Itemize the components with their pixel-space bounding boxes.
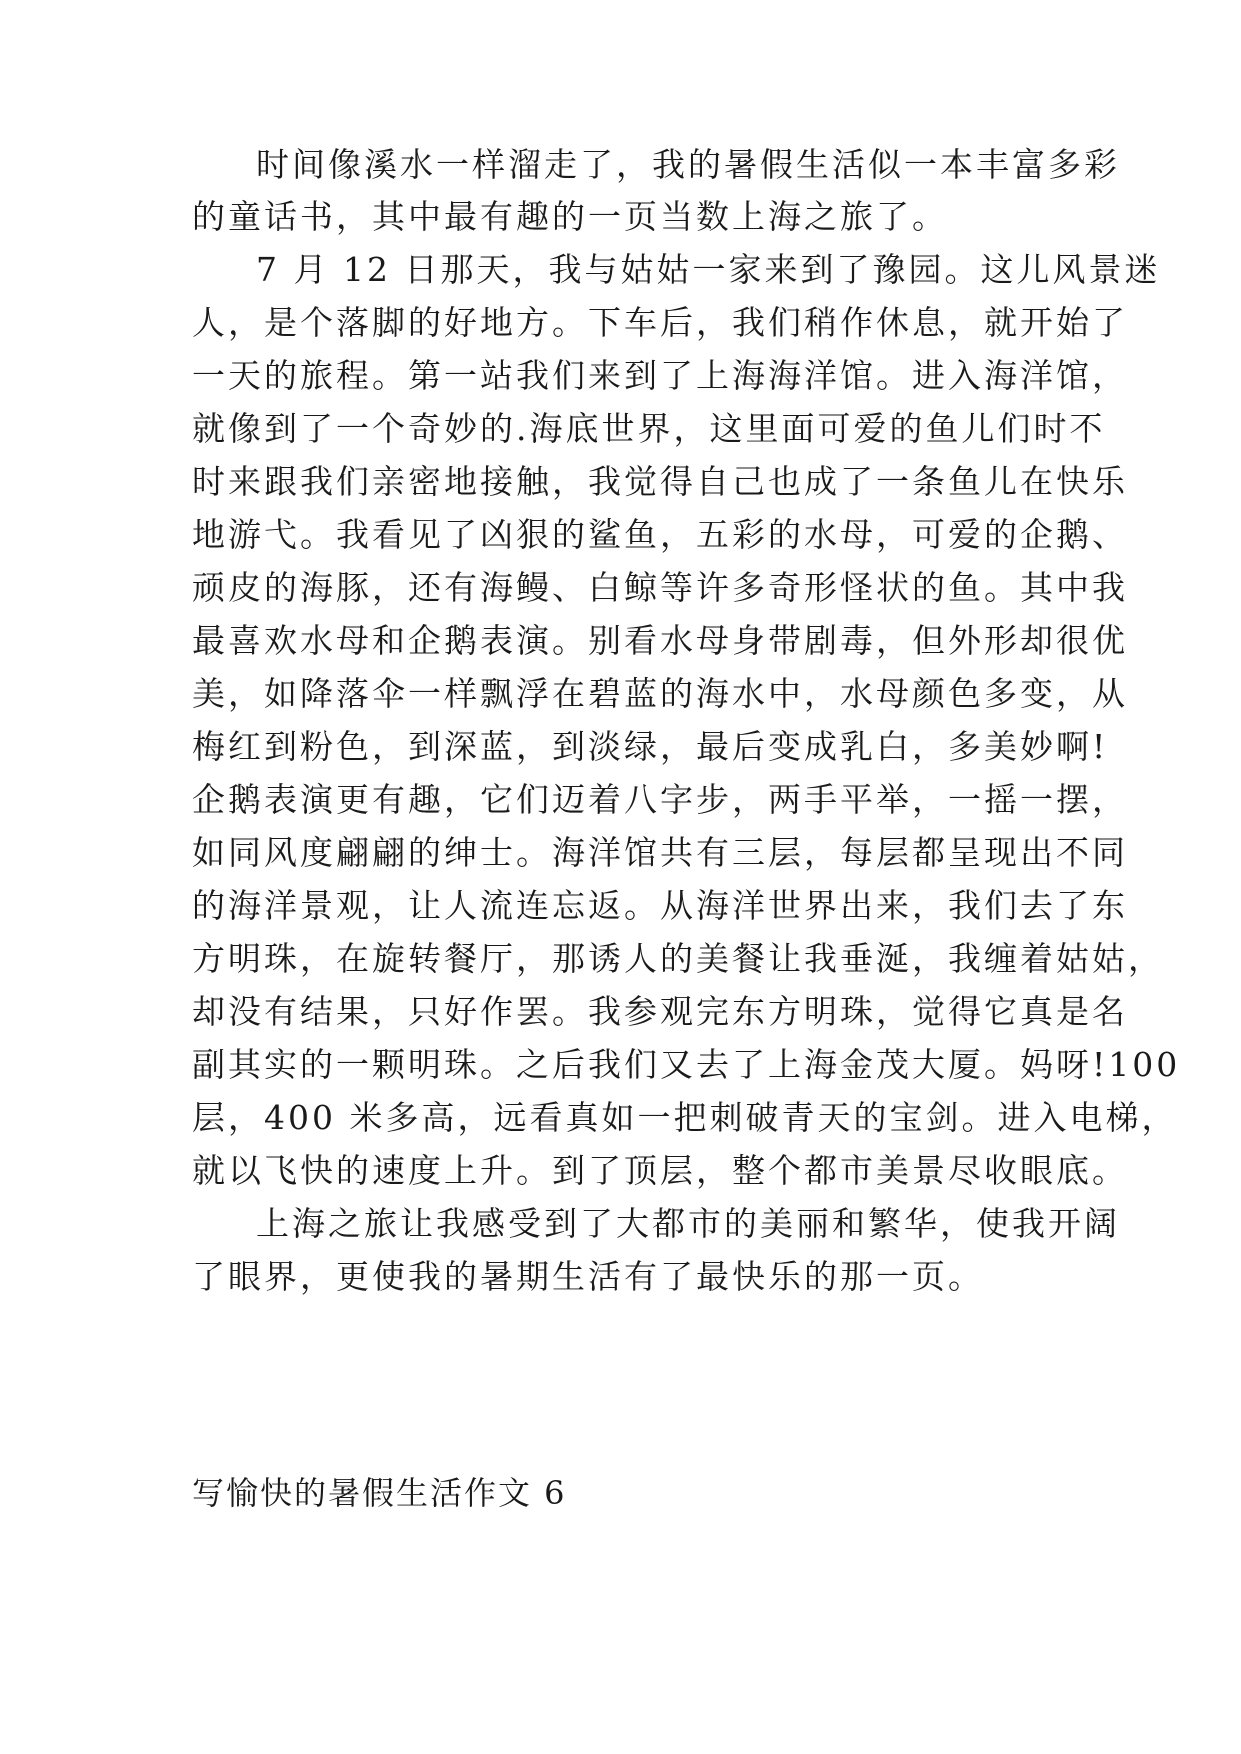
paragraph-1-line-1: 时间像溪水一样溜走了，我的暑假生活似一本丰富多彩 xyxy=(256,145,1120,184)
paragraph-3-line-1: 上海之旅让我感受到了大都市的美丽和繁华，使我开阔 xyxy=(256,1204,1120,1243)
paragraph-2-line-17: 层，400 米多高，远看真如一把刺破青天的宝剑。进入电梯， xyxy=(192,1098,1178,1137)
paragraph-2-line-7: 顽皮的海豚，还有海鳗、白鲸等许多奇形怪状的鱼。其中我 xyxy=(192,568,1128,607)
paragraph-2-line-14: 方明珠，在旋转餐厅，那诱人的美餐让我垂涎，我缠着姑姑， xyxy=(192,939,1164,978)
paragraph-2-line-3: 一天的旅程。第一站我们来到了上海海洋馆。进入海洋馆， xyxy=(192,356,1128,395)
paragraph-2-line-6: 地游弋。我看见了凶狠的鲨鱼，五彩的水母，可爱的企鹅、 xyxy=(192,515,1128,554)
paragraph-1-line-2: 的童话书，其中最有趣的一页当数上海之旅了。 xyxy=(192,197,948,236)
paragraph-2-line-12: 如同风度翩翩的绅士。海洋馆共有三层，每层都呈现出不同 xyxy=(192,833,1128,872)
paragraph-2-line-10: 梅红到粉色，到深蓝，到淡绿，最后变成乳白，多美妙啊! xyxy=(192,727,1109,766)
paragraph-2-line-9: 美，如降落伞一样飘浮在碧蓝的海水中，水母颜色多变，从 xyxy=(192,674,1128,713)
paragraph-2-line-18: 就以飞快的速度上升。到了顶层，整个都市美景尽收眼底。 xyxy=(192,1151,1128,1190)
paragraph-3-line-2: 了眼界，更使我的暑期生活有了最快乐的那一页。 xyxy=(192,1257,984,1296)
paragraph-2-line-1: 7 月 12 日那天，我与姑姑一家来到了豫园。这儿风景迷 xyxy=(256,250,1161,289)
paragraph-2-line-2: 人，是个落脚的好地方。下车后，我们稍作休息，就开始了 xyxy=(192,303,1128,342)
paragraph-2-line-4: 就像到了一个奇妙的.海底世界，这里面可爱的鱼儿们时不 xyxy=(192,409,1106,448)
paragraph-2-line-16: 副其实的一颗明珠。之后我们又去了上海金茂大厦。妈呀!100 xyxy=(192,1045,1181,1084)
paragraph-2-line-5: 时来跟我们亲密地接触，我觉得自己也成了一条鱼儿在快乐 xyxy=(192,462,1128,501)
paragraph-2-line-8: 最喜欢水母和企鹅表演。别看水母身带剧毒，但外形却很优 xyxy=(192,621,1128,660)
paragraph-2-line-11: 企鹅表演更有趣，它们迈着八字步，两手平举，一摇一摆， xyxy=(192,780,1128,819)
paragraph-2-line-13: 的海洋景观，让人流连忘返。从海洋世界出来，我们去了东 xyxy=(192,886,1128,925)
next-essay-heading: 写愉快的暑假生活作文 6 xyxy=(192,1474,567,1512)
paragraph-2-line-15: 却没有结果，只好作罢。我参观完东方明珠，觉得它真是名 xyxy=(192,992,1128,1031)
